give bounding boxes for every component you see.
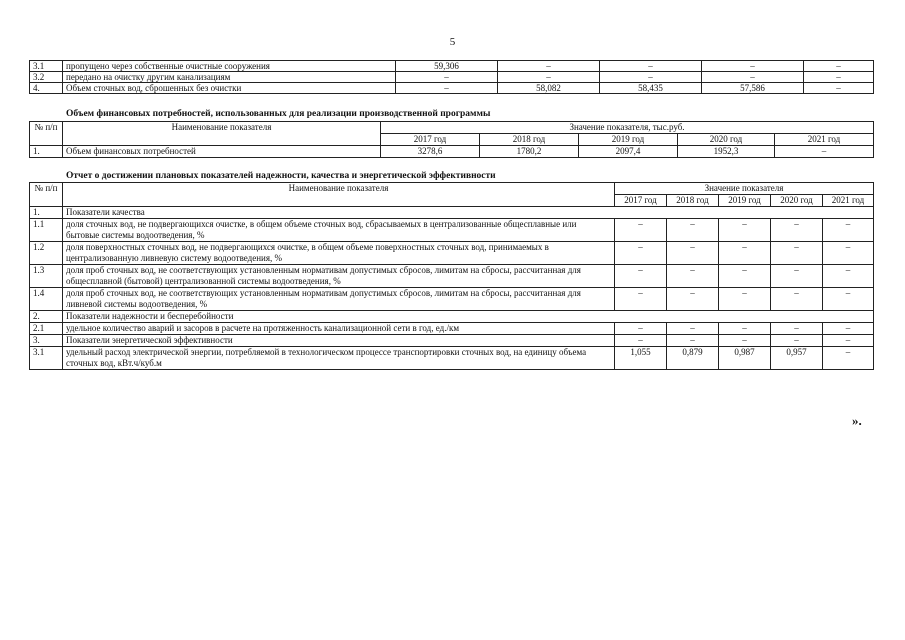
row-name: доля проб сточных вод, не соответствующих установленным нормативам допустимых сбросов, лимитам на сбросы, рассчитанная для ливневой системы водоотведения, % [63,288,615,311]
value-cell: 0,879 [667,347,719,370]
row-number: 2. [30,311,63,323]
value-cell: 1,055 [615,347,667,370]
value-cell: – [823,323,874,335]
row-number: 1.1 [30,219,63,242]
value-cell: – [823,288,874,311]
row-number: 1. [30,146,63,158]
table-row [30,219,874,242]
value-cell: – [702,72,804,83]
value-cell: – [823,242,874,265]
table-row [30,288,874,311]
value-cell: – [823,265,874,288]
col-header-year: 2021 год [823,195,874,207]
value-cell: 0,987 [719,347,771,370]
value-cell: – [823,347,874,370]
col-header-year: 2017 год [381,134,480,146]
value-cell: – [667,219,719,242]
row-name: доля проб сточных вод, не соответствующих установленным нормативам допустимых сбросов, лимитам на сбросы, рассчитанная для общесплавной (бытовой) централизованной системы водоотведения, % [63,265,615,288]
value-cell: – [771,219,823,242]
value-cell: 0,957 [771,347,823,370]
value-cell: – [719,323,771,335]
col-header-name: Наименование показателя [63,122,381,146]
value-cell: – [719,288,771,311]
table-row [30,311,874,323]
value-cell: – [702,61,804,72]
value-cell: – [823,219,874,242]
value-cell: – [775,146,874,158]
value-cell: – [615,323,667,335]
performance-report-title: Отчет о достижении плановых показателей надежности, качества и энергетической эффективности [66,171,496,181]
col-header-name: Наименование показателя [63,183,615,207]
row-name: передано на очистку другим канализациям [63,72,396,83]
row-number: 1.2 [30,242,63,265]
table-row [30,146,874,158]
table-row [30,242,874,265]
value-cell: – [615,288,667,311]
row-name: Объем финансовых потребностей [63,146,381,158]
table-row [30,207,874,219]
col-header-values: Значение показателя, тыс.руб. [381,122,874,134]
value-cell: 2097,4 [579,146,678,158]
value-cell: – [771,265,823,288]
col-header-year: 2018 год [667,195,719,207]
col-header-year: 2020 год [771,195,823,207]
value-cell: – [615,242,667,265]
row-name: Объем сточных вод, сброшенных без очистки [63,83,396,94]
row-number: 1. [30,207,63,219]
col-header-year: 2017 год [615,195,667,207]
value-cell: – [823,335,874,347]
row-number: 4. [30,83,63,94]
col-header-year: 2020 год [678,134,775,146]
value-cell: – [667,265,719,288]
row-number: 2.1 [30,323,63,335]
wastewater-volume-table [29,60,874,94]
value-cell: – [771,288,823,311]
table-row [30,335,874,347]
value-cell: – [771,323,823,335]
table-row [30,265,874,288]
value-cell: – [804,83,874,94]
row-number: 3.1 [30,347,63,370]
page-number: 5 [449,36,456,48]
table-row [30,72,874,83]
col-header-year: 2018 год [480,134,579,146]
table-row [30,83,874,94]
value-cell: – [719,219,771,242]
value-cell: 57,586 [702,83,804,94]
value-cell: – [771,335,823,347]
row-name: удельное количество аварий и засоров в расчете на протяженность канализационной сети в год, ед./км [63,323,615,335]
value-cell: 59,306 [396,61,498,72]
value-cell: 1780,2 [480,146,579,158]
value-cell: – [804,72,874,83]
value-cell: – [771,242,823,265]
row-name: доля поверхностных сточных вод, не подвергающихся очистке, в общем объеме поверхностных сточных вод, принимаемых в централизованную ливневую систему водоотведения, % [63,242,615,265]
row-name: Показатели надежности и бесперебойности [63,311,874,323]
table-row [30,61,874,72]
row-name: удельный расход электрической энергии, потребляемой в технологическом процессе транспортировки сточных вод, на единицу объема сточных вод, кВт.ч/куб.м [63,347,615,370]
value-cell: 1952,3 [678,146,775,158]
value-cell: – [667,288,719,311]
value-cell: – [719,335,771,347]
row-name: Показатели качества [63,207,874,219]
value-cell: – [600,72,702,83]
value-cell: – [719,265,771,288]
value-cell: – [615,265,667,288]
row-name: доля сточных вод, не подвергающихся очистке, в общем объеме сточных вод, сбрасываемых в централизованные общесплавные или бытовые системы водоотведения, % [63,219,615,242]
value-cell: 58,435 [600,83,702,94]
value-cell: – [615,219,667,242]
value-cell: – [719,242,771,265]
value-cell: – [667,242,719,265]
col-header-year: 2019 год [719,195,771,207]
col-header-year: 2021 год [775,134,874,146]
financial-needs-title: Объем финансовых потребностей, использованных для реализации производственной программы [66,109,491,119]
row-number: 1.4 [30,288,63,311]
closing-quote-mark: ». [852,413,862,428]
row-number: 3.2 [30,72,63,83]
value-cell: – [615,335,667,347]
col-header-year: 2019 год [579,134,678,146]
row-number: 1.3 [30,265,63,288]
col-header-number: № п/п [30,122,63,146]
col-header-values: Значение показателя [615,183,874,195]
table-row [30,347,874,370]
value-cell: – [804,61,874,72]
value-cell: – [498,72,600,83]
row-number: 3. [30,335,63,347]
value-cell: 3278,6 [381,146,480,158]
value-cell: – [600,61,702,72]
value-cell: – [667,323,719,335]
row-name: Показатели энергетической эффективности [63,335,615,347]
value-cell: – [396,72,498,83]
performance-indicators-table [29,182,874,370]
value-cell: – [396,83,498,94]
table-row [30,323,874,335]
row-name: пропущено через собственные очистные сооружения [63,61,396,72]
value-cell: 58,082 [498,83,600,94]
row-number: 3.1 [30,61,63,72]
financial-needs-table [29,121,874,158]
value-cell: – [498,61,600,72]
value-cell: – [667,335,719,347]
col-header-number: № п/п [30,183,63,207]
